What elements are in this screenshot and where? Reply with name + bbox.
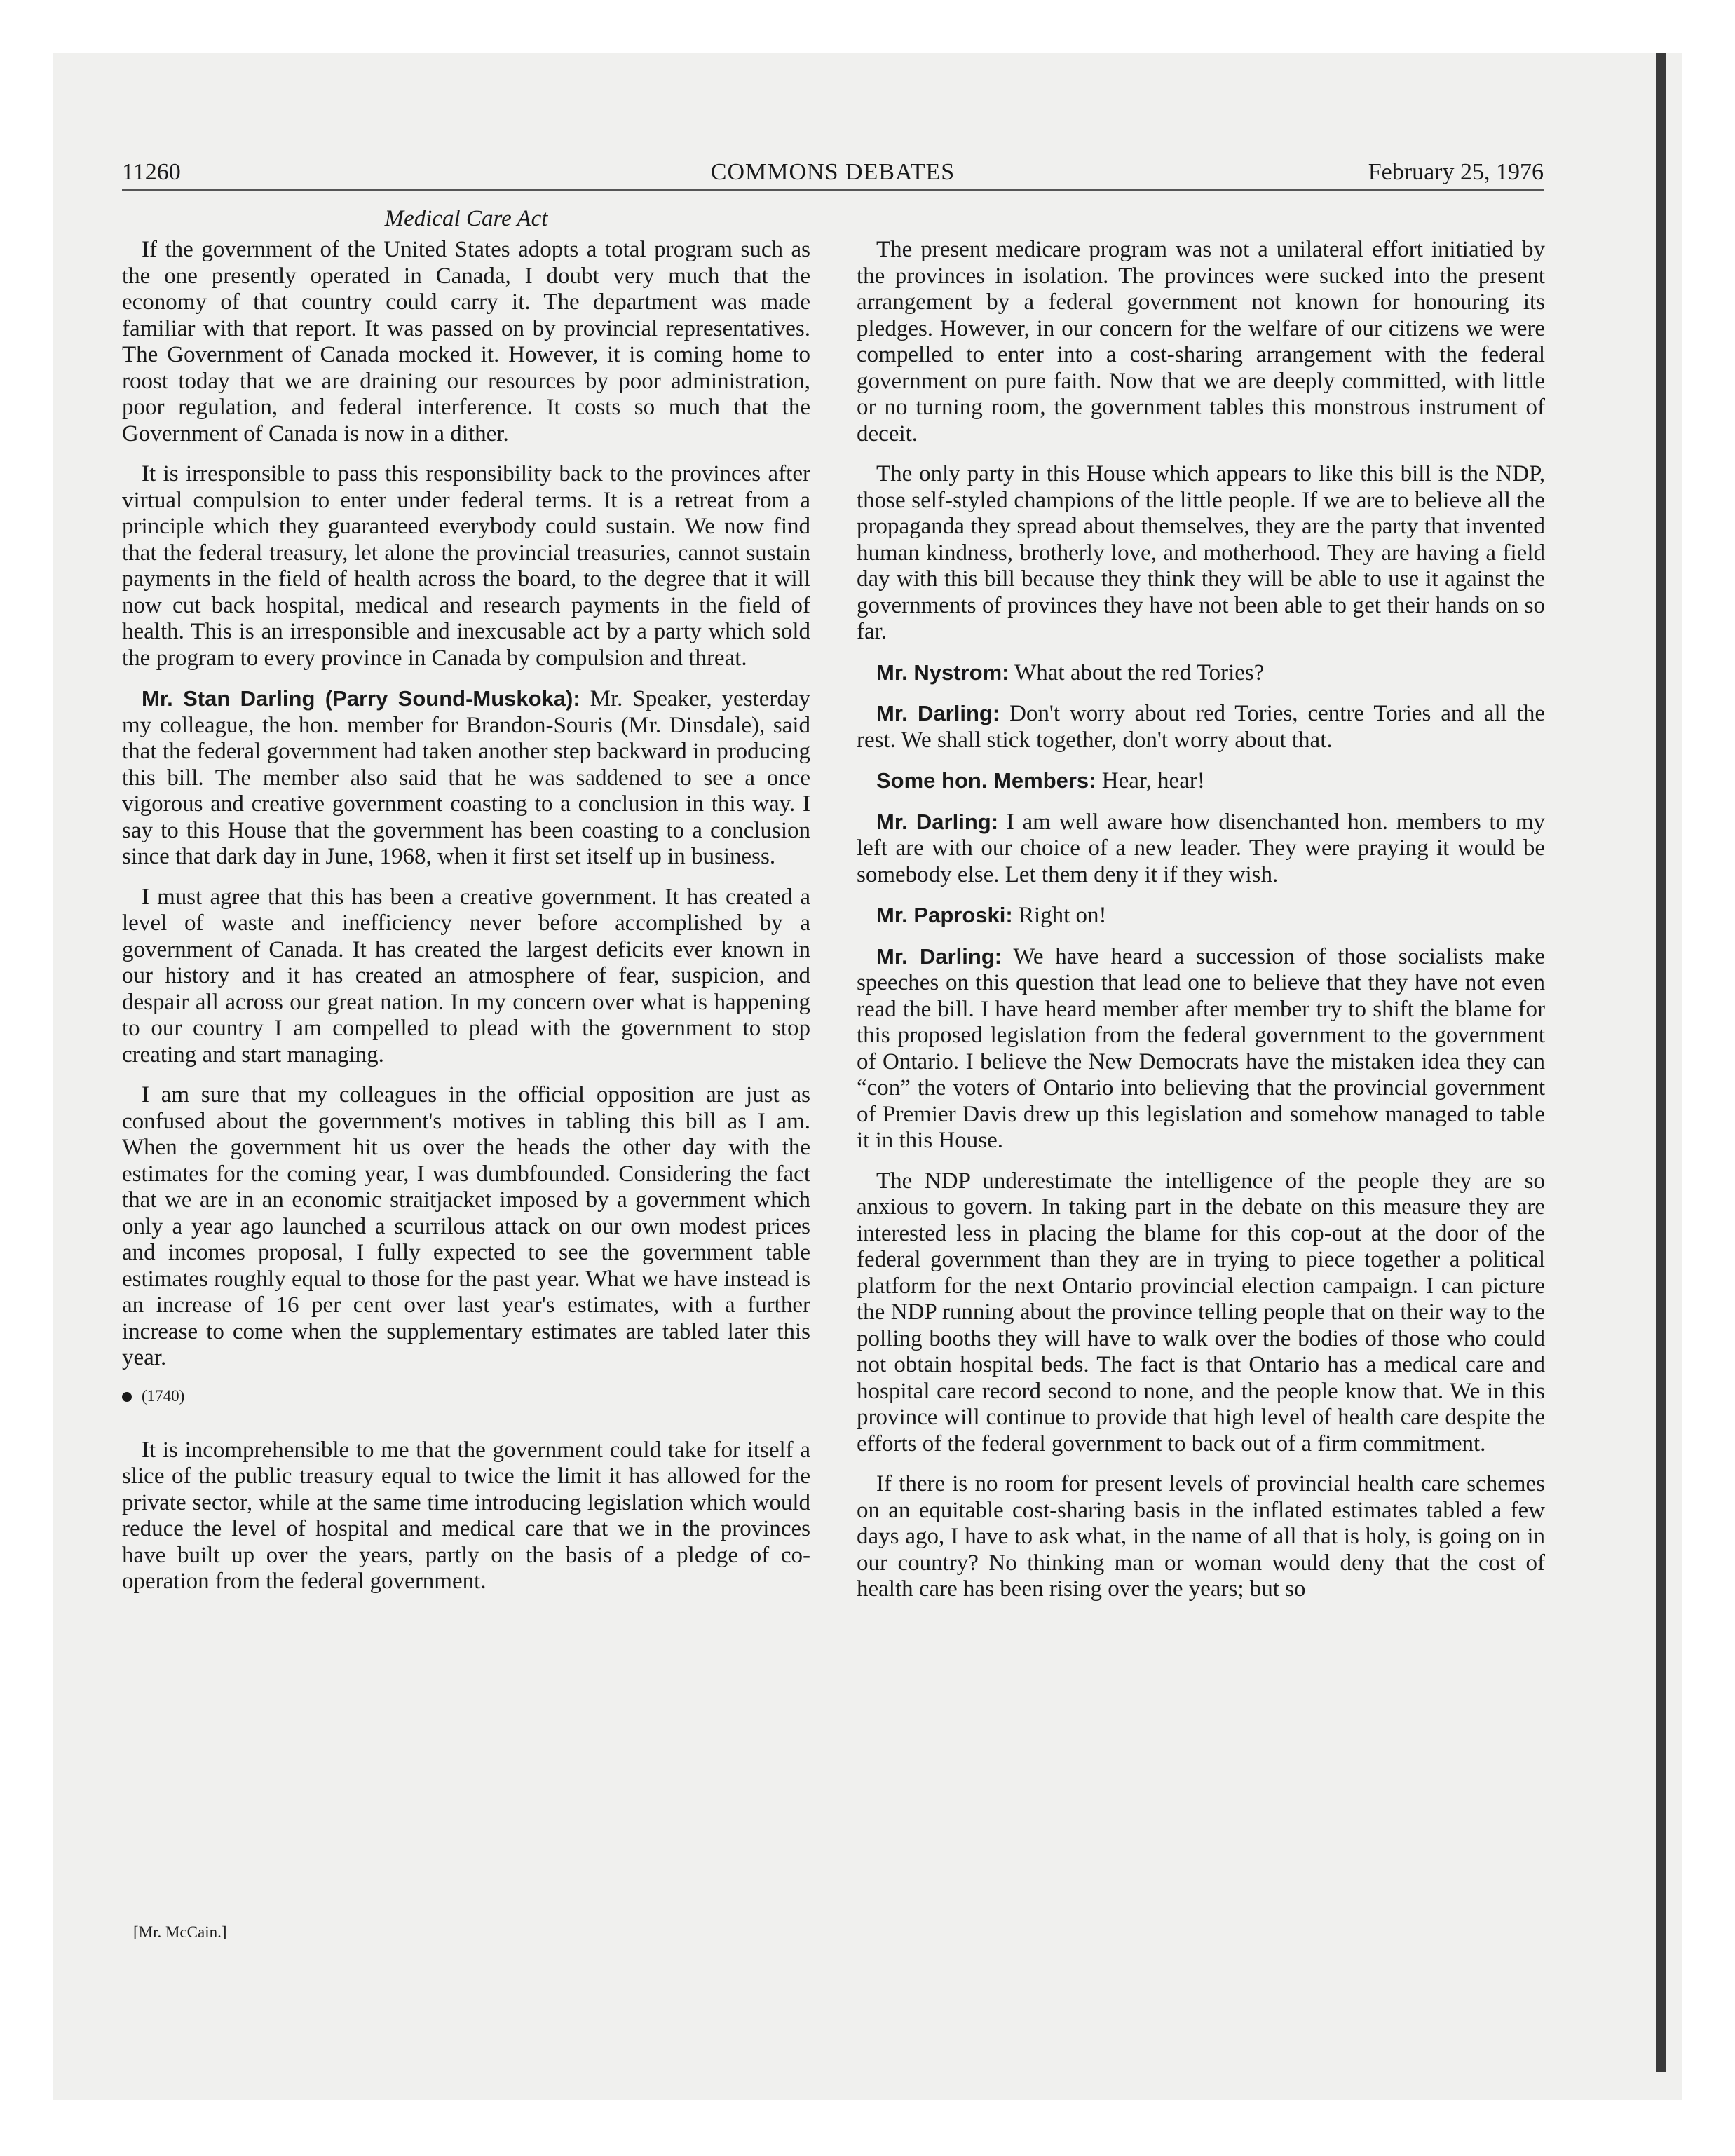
running-header xyxy=(122,156,1544,191)
paragraph: If there is no room for present levels of provincial health care schemes on an equitable cost-sharing basis in the inflated estimates tabled a few days ago, I have to ask what, in the name of all that is holy, is going on in our country? No thinking man or woman would deny that the cost of health care has been rising over the years; but so xyxy=(857,1471,1545,1602)
paragraph: I must agree that this has been a creative government. It has created a level of waste and inefficiency never before accomplished by a government of Canada. It has created the largest deficits ever known in our history and it has created an atmosphere of fear, suspicion, and despair all across our great nation. In my concern over what is happening to our country I am compelled to plead with the government to stop creating and start managing. xyxy=(122,884,810,1067)
speech-paragraph xyxy=(122,685,810,871)
speaker-name: Mr. Stan Darling (Parry Sound-Muskoka): xyxy=(142,686,580,711)
footer-speaker-note: [Mr. McCain.] xyxy=(133,1923,227,1941)
paragraph: It is incomprehensible to me that the government could take for itself a slice of the public treasury equal to twice the limit it has allowed for the private sector, while at the same time introducing legislation which would reduce the level of hospital and medical care that we in the provinces have built up over the years, partly on the basis of a pledge of co-operation from the federal government. xyxy=(122,1437,810,1594)
publication-title: COMMONS DEBATES xyxy=(710,159,955,185)
paragraph: The present medicare program was not a unilateral effort initiatied by the provinces in isolation. The provinces were sucked into the present arrangement by a federal government not known for honouring its pledges. However, in our concern for the welfare of our citizens we were compelled to enter into a cost-sharing arrangement with the federal government on pure faith. Now that we are deeply committed, with little or no turning room, the government tables this monstrous instrument of deceit. xyxy=(857,237,1545,446)
speaker-name: Mr. Darling: xyxy=(876,943,1002,969)
speaker-name: Some hon. Members: xyxy=(876,768,1096,793)
speech-paragraph xyxy=(857,767,1545,795)
speech-paragraph xyxy=(857,660,1545,687)
paragraph: It is irresponsible to pass this responsibility back to the provinces after virtual compulsion to enter under federal terms. It is a retreat from a principle which they guaranteed everybody could sustain. We now find that the federal treasury, let alone the provincial treasuries, cannot sustain payments in the field of health across the board, to the degree that it will now cut back hospital, medical and research payments in the field of health. This is an irresponsible and inexcusable act by a party which sold the program to every province in Canada by compulsion and threat. xyxy=(122,461,810,671)
paragraph: The NDP underestimate the intelligence of the people they are so anxious to govern. In taking part in the debate on this measure they are interested less in placing the blame for this cop-out at the door of the federal government than they are in trying to piece together a political platform for the next Ontario provincial election campaign. I can picture the NDP running about the province telling people that on their way to the polling booths they will have to walk over the bodies of those who could not obtain hospital beds. The fact is that Ontario has a medical care and hospital care record second to none, and the people know that. We in this province will continue to provide that high level of health care despite the efforts of the federal government to back out of a firm commitment. xyxy=(857,1168,1545,1456)
speech-paragraph xyxy=(857,809,1545,889)
speech-paragraph xyxy=(857,943,1545,1154)
paragraph: If the government of the United States adopts a total program such as the one presently operated in Canada, I doubt very much that the economy of that country could carry it. The department was made familiar with that report. It was passed on by provincial representatives. The Government of Canada mocked it. However, it is coming home to roost today that we are draining our resources by poor administration, poor regulation, and federal interference. It costs so much that the Government of Canada is now in a dither. xyxy=(122,237,810,446)
speech-text: Hear, hear! xyxy=(1101,768,1205,793)
paragraph: The only party in this House which appears to like this bill is the NDP, those self-styled champions of the little people. If we are to believe all the propaganda they spread about themselves, they are the party that invented human kindness, brotherly love, and motherhood. They are having a field day with this bill because they think they will be able to use it against the governments of provinces they have not been able to get their hands on so far. xyxy=(857,461,1545,644)
speaker-name: Mr. Nystrom: xyxy=(876,660,1009,685)
right-column xyxy=(857,237,1545,1617)
speech-text: What about the red Tories? xyxy=(1014,660,1265,685)
left-column xyxy=(122,237,810,1609)
speaker-name: Mr. Darling: xyxy=(876,809,999,834)
page-number: 11260 xyxy=(122,159,181,185)
speech-text: I am well aware how disenchanted hon. members to my left are with our choice of a new leader. They were praying it would be somebody else. Let them deny it if they wish. xyxy=(857,809,1546,887)
speaker-name: Mr. Darling: xyxy=(876,701,1000,725)
speech-text: Don't worry about red Tories, centre Tories and all the rest. We shall stick together, don't worry about that. xyxy=(857,701,1546,753)
bullet-icon xyxy=(122,1392,132,1402)
time-marker-text: (1740) xyxy=(142,1386,185,1405)
header-date: February 25, 1976 xyxy=(1368,159,1544,185)
speech-paragraph xyxy=(857,700,1545,753)
speech-paragraph xyxy=(857,902,1545,929)
page-edge-shadow xyxy=(1656,53,1666,2072)
speech-text: Mr. Speaker, yesterday my colleague, the hon. member for Brandon-Souris (Mr. Dinsdale), said that the federal government had taken another step backward in producing this bill. The member also said that he was saddened to see a once vigorous and creative government coasting to a conclusion in this way. I say to this House that the government has been coasting to a conclusion since that dark day in June, 1968, when it first set itself up in business. xyxy=(122,686,811,869)
speaker-name: Mr. Paproski: xyxy=(876,903,1013,927)
speech-text: We have heard a succession of those socialists make speeches on this question that lead one to believe that they have not even read the bill. I have heard member after member try to shift the blame for this proposed legislation from the federal government to the government of Ontario. I believe the New Democrats have the mistaken idea they can “con” the voters of Ontario into believing that the provincial government of Premier Davis drew up this legislation and somehow managed to table it in this House. xyxy=(857,943,1546,1153)
paragraph: I am sure that my colleagues in the official opposition are just as confused about the government's motives in tabling this bill as I am. When the government hit us over the heads the other day with the estimates for the coming year, I was dumbfounded. Considering the fact that we are in an economic straitjacket imposed by a government which only a year ago launched a scurrilous attack on our own modest prices and incomes proposal, I fully expected to see the government table estimates roughly equal to those for the past year. What we have instead is an increase of 16 per cent over last year's estimates, with a further increase to come when the supplementary estimates are tabled later this year. xyxy=(122,1082,810,1370)
time-marker xyxy=(122,1386,810,1407)
section-title: Medical Care Act xyxy=(384,206,548,231)
speech-text: Right on! xyxy=(1018,903,1107,928)
